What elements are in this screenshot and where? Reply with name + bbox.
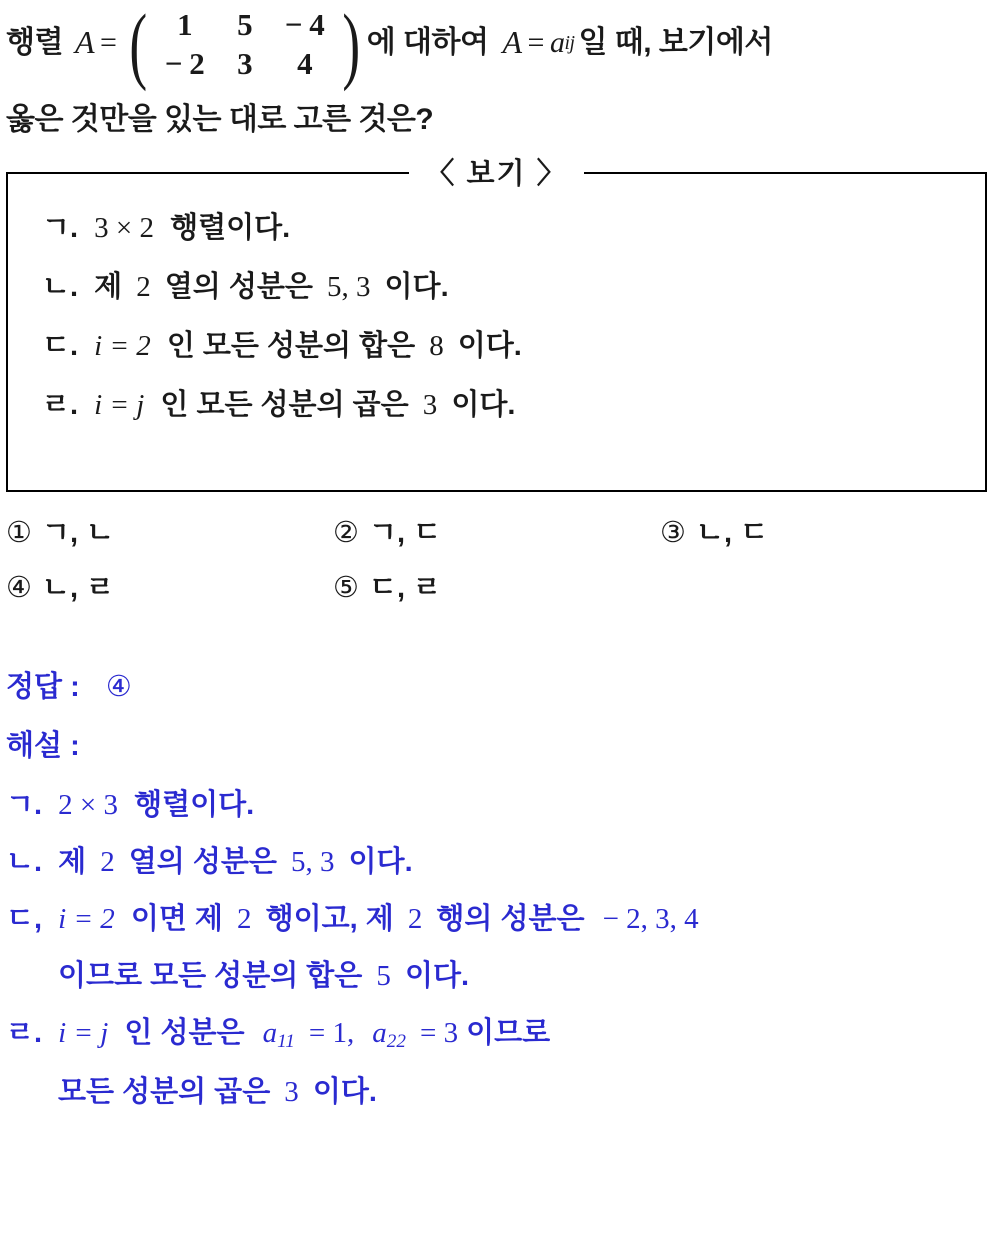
solution-marker: ㄷ,: [6, 902, 43, 935]
choice-1[interactable]: [6, 510, 333, 551]
solution-math3: a: [372, 1016, 387, 1049]
matrix-left-paren: (: [129, 0, 148, 92]
solution-text-pre: 이므로 모든 성분의 합은: [58, 959, 363, 992]
bogi-title-text: 〈 보기 〉: [409, 158, 583, 190]
choice-number: ①: [6, 514, 32, 549]
stem-a-ij-subscript: ij: [564, 31, 575, 54]
choice-number: ③: [660, 514, 686, 549]
stem-a-ij: a: [549, 26, 565, 60]
solution-line-2: [6, 839, 987, 880]
bogi-box: [6, 172, 987, 492]
bogi-item-2: [42, 270, 965, 303]
solution-text-mid: 이면 제: [130, 902, 223, 935]
solution-math: 2 × 3: [58, 788, 118, 821]
question-line-2: [6, 104, 983, 136]
stem-matrix-var: A: [74, 24, 95, 61]
bogi-item-text: 행렬이다.: [170, 211, 291, 244]
bogi-item-math: i = 2: [94, 329, 151, 362]
matrix-right-paren: ): [341, 0, 360, 92]
stem-tail-text: 일 때, 보기에서: [578, 26, 773, 60]
choice-spacer: [660, 565, 987, 606]
solution-text-post: 이다.: [404, 959, 470, 992]
bogi-item-marker: ㄷ.: [42, 329, 79, 362]
bogi-box-area: [6, 157, 987, 492]
solution-math3: 2: [407, 902, 423, 935]
solution-text-post: 이므로: [466, 1016, 551, 1049]
bogi-item-4: [42, 388, 965, 421]
answer-label: 정답 :: [6, 670, 80, 703]
explanation-label: [6, 723, 987, 764]
solution-math3b: = 3: [419, 1016, 459, 1049]
choice-list: [6, 510, 987, 606]
matrix-cell: − 2: [164, 46, 205, 82]
question-stem: [0, 0, 993, 136]
choice-2[interactable]: [333, 510, 660, 551]
matrix-row: [155, 44, 335, 83]
bogi-item-math2: 8: [429, 329, 444, 362]
solution-line-6: [6, 1069, 987, 1110]
solution-text-post: 행의 성분은: [436, 902, 585, 935]
matrix-body: [153, 5, 337, 83]
bogi-item-text-post: 이다.: [457, 329, 522, 362]
answer-section: [6, 664, 987, 1110]
solution-math2: a: [262, 1016, 278, 1049]
solution-math3-sub: 22: [386, 1030, 406, 1052]
answer-value: ④: [105, 668, 132, 703]
choice-label: ㄷ, ㄹ: [369, 571, 442, 604]
solution-text-pre: 모든 성분의 곱은: [58, 1075, 271, 1108]
bogi-item-marker: ㄴ.: [42, 270, 79, 303]
choice-3[interactable]: [660, 510, 987, 551]
matrix-A: [124, 0, 364, 92]
stem-prefix: 행렬: [6, 26, 63, 60]
solution-line-4: [6, 953, 987, 994]
bogi-item-math: 3 × 2: [94, 211, 154, 244]
matrix-cell: 3: [237, 46, 253, 82]
bogi-item-text-post: 이다.: [451, 388, 516, 421]
question-line-1: [6, 0, 983, 92]
choice-label: ㄱ, ㄷ: [369, 516, 442, 549]
explanation-label-text: 해설 :: [6, 729, 80, 762]
solution-math2: 2: [237, 902, 252, 935]
solution-line-5: [6, 1010, 987, 1053]
solution-line-1: [6, 782, 987, 823]
bogi-item-text-pre: 제: [94, 270, 123, 303]
matrix-cell: 5: [237, 7, 253, 42]
solution-math: i = 2: [58, 902, 115, 935]
solution-text-mid: 인 성분은: [124, 1016, 245, 1049]
solution-math: 5: [376, 959, 391, 992]
stem-equals2: =: [527, 26, 544, 60]
solution-text: 행렬이다.: [134, 788, 255, 821]
choice-number: ②: [333, 514, 359, 549]
solution-math: 2: [100, 845, 115, 878]
matrix-cell: − 4: [284, 7, 325, 42]
choice-row-2: [6, 565, 987, 606]
bogi-item-marker: ㄱ.: [42, 211, 79, 244]
stem-equals: =: [100, 26, 117, 60]
stem-mid-text: 에 대하여: [366, 26, 489, 60]
bogi-item-marker: ㄹ.: [42, 388, 79, 421]
bogi-item-text-mid: 인 모든 성분의 합은: [166, 329, 416, 362]
stem-var-a2: A: [502, 24, 522, 61]
solution-text-post: 이다.: [312, 1075, 377, 1108]
bogi-item-math2: 5, 3: [326, 270, 371, 303]
solution-marker: ㄹ.: [6, 1016, 43, 1049]
solution-text-pre: 제: [58, 845, 87, 878]
question-line-2-text: 옳은 것만을 있는 대로 고른 것은?: [6, 103, 434, 137]
solution-line-3: [6, 896, 987, 937]
solution-text-post: 이다.: [348, 845, 413, 878]
choice-label: ㄱ, ㄴ: [42, 516, 115, 549]
choice-row-1: [6, 510, 987, 551]
bogi-item-math2: 3: [422, 388, 438, 421]
choice-label: ㄴ, ㄹ: [42, 571, 115, 604]
choice-label: ㄴ, ㄷ: [696, 516, 769, 549]
bogi-item-text-mid: 열의 성분은: [164, 270, 313, 303]
solution-math2-sub: 11: [277, 1030, 295, 1052]
solution-math: 3: [284, 1075, 299, 1108]
bogi-item-text-post: 이다.: [384, 270, 449, 303]
solution-math4: − 2, 3, 4: [602, 902, 699, 935]
bogi-item-math: i = j: [94, 388, 145, 421]
answer-line: [6, 664, 987, 705]
solution-math2: 5, 3: [290, 845, 335, 878]
solution-marker: ㄱ.: [6, 788, 43, 821]
solution-math2b: = 1,: [308, 1016, 355, 1049]
choice-number: ④: [6, 569, 32, 604]
matrix-cell: 1: [177, 7, 193, 42]
solution-text-mid2: 행이고, 제: [265, 902, 394, 935]
bogi-item-text-mid: 인 모든 성분의 곱은: [160, 388, 409, 421]
choice-4[interactable]: [6, 565, 333, 606]
choice-5[interactable]: [333, 565, 660, 606]
bogi-item-3: [42, 329, 965, 362]
matrix-cell: 4: [297, 46, 313, 82]
solution-math: i = j: [58, 1016, 109, 1049]
bogi-item-1: [42, 211, 965, 244]
bogi-item-math: 2: [136, 270, 151, 303]
choice-number: ⑤: [333, 569, 359, 604]
solution-text-mid: 열의 성분은: [128, 845, 277, 878]
solution-marker: ㄴ.: [6, 845, 43, 878]
matrix-row: [155, 5, 335, 44]
